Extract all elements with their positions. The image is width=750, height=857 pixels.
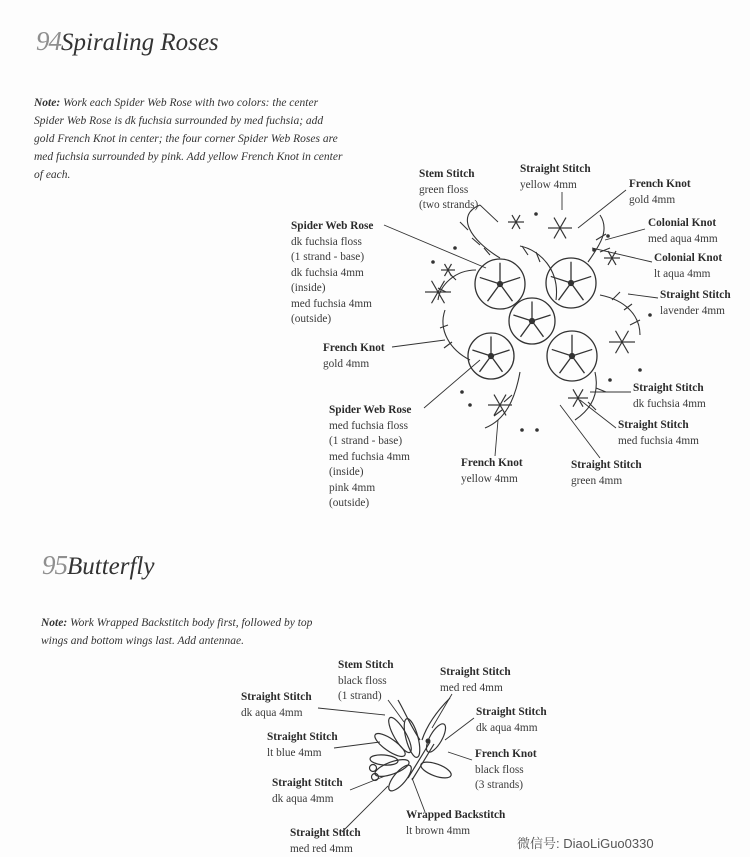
label-colonial-lt-aqua: Colonial Knot lt aqua 4mm <box>654 252 723 280</box>
label-b-straight-dk-aqua-left: Straight Stitch dk aqua 4mm <box>241 691 312 719</box>
note-text: Work Wrapped Backstitch body first, followed by top wings and bottom wings last. Add antennae. <box>41 617 313 647</box>
label-straight-med-fuchsia: Straight Stitch med fuchsia 4mm <box>618 419 699 447</box>
label-b-french-knot: French Knot black floss (3 strands) <box>475 748 537 791</box>
watermark: 微信号: DiaoLiGuo0330 <box>517 836 654 851</box>
label-stem-stitch: Stem Stitch green floss (two strands) <box>419 168 479 211</box>
label-straight-lavender: Straight Stitch lavender 4mm <box>660 289 731 317</box>
section-title: Butterfly <box>67 553 155 580</box>
note-text: Work each Spider Web Rose with two colors: the center Spider Web Rose is dk fuchsia surrounded by med fuchsia; add gold French Knot in center; the four corner Spider Web Roses are med fuchsia surrounded by pink. Add yellow French Knot in center of each. <box>34 97 343 181</box>
label-straight-yellow: Straight Stitch yellow 4mm <box>520 163 591 191</box>
label-colonial-med-aqua: Colonial Knot med aqua 4mm <box>648 217 718 245</box>
label-b-straight-dk-aqua-lower: Straight Stitch dk aqua 4mm <box>272 777 343 805</box>
section-number: 95 <box>42 550 67 580</box>
section-title: Spiraling Roses <box>61 29 219 56</box>
label-spider-web-med: Spider Web Rose med fuchsia floss (1 strand - base) med fuchsia 4mm (inside) pink 4mm (outside) <box>329 404 412 509</box>
label-b-straight-dk-aqua-right: Straight Stitch dk aqua 4mm <box>476 706 547 734</box>
label-b-straight-med-red-lower: Straight Stitch med red 4mm <box>290 827 361 855</box>
label-straight-green: Straight Stitch green 4mm <box>571 459 642 487</box>
note-label: Note: <box>34 97 61 109</box>
label-b-straight-lt-blue: Straight Stitch lt blue 4mm <box>267 731 338 759</box>
label-french-gold-left: French Knot gold 4mm <box>323 342 385 370</box>
label-b-wrapped-backstitch: Wrapped Backstitch lt brown 4mm <box>406 809 506 837</box>
label-french-yellow: French Knot yellow 4mm <box>461 457 523 485</box>
label-b-stem-stitch: Stem Stitch black floss (1 strand) <box>338 659 394 702</box>
label-spider-web-dk: Spider Web Rose dk fuchsia floss (1 strand - base) dk fuchsia 4mm (inside) med fuchsia 4mm (outside) <box>291 220 374 325</box>
label-french-gold-top: French Knot gold 4mm <box>629 178 691 206</box>
note-label: Note: <box>41 617 68 629</box>
label-straight-dk-fuchsia: Straight Stitch dk fuchsia 4mm <box>633 382 706 410</box>
section-number: 94 <box>36 26 61 56</box>
label-b-straight-med-red: Straight Stitch med red 4mm <box>440 666 511 694</box>
